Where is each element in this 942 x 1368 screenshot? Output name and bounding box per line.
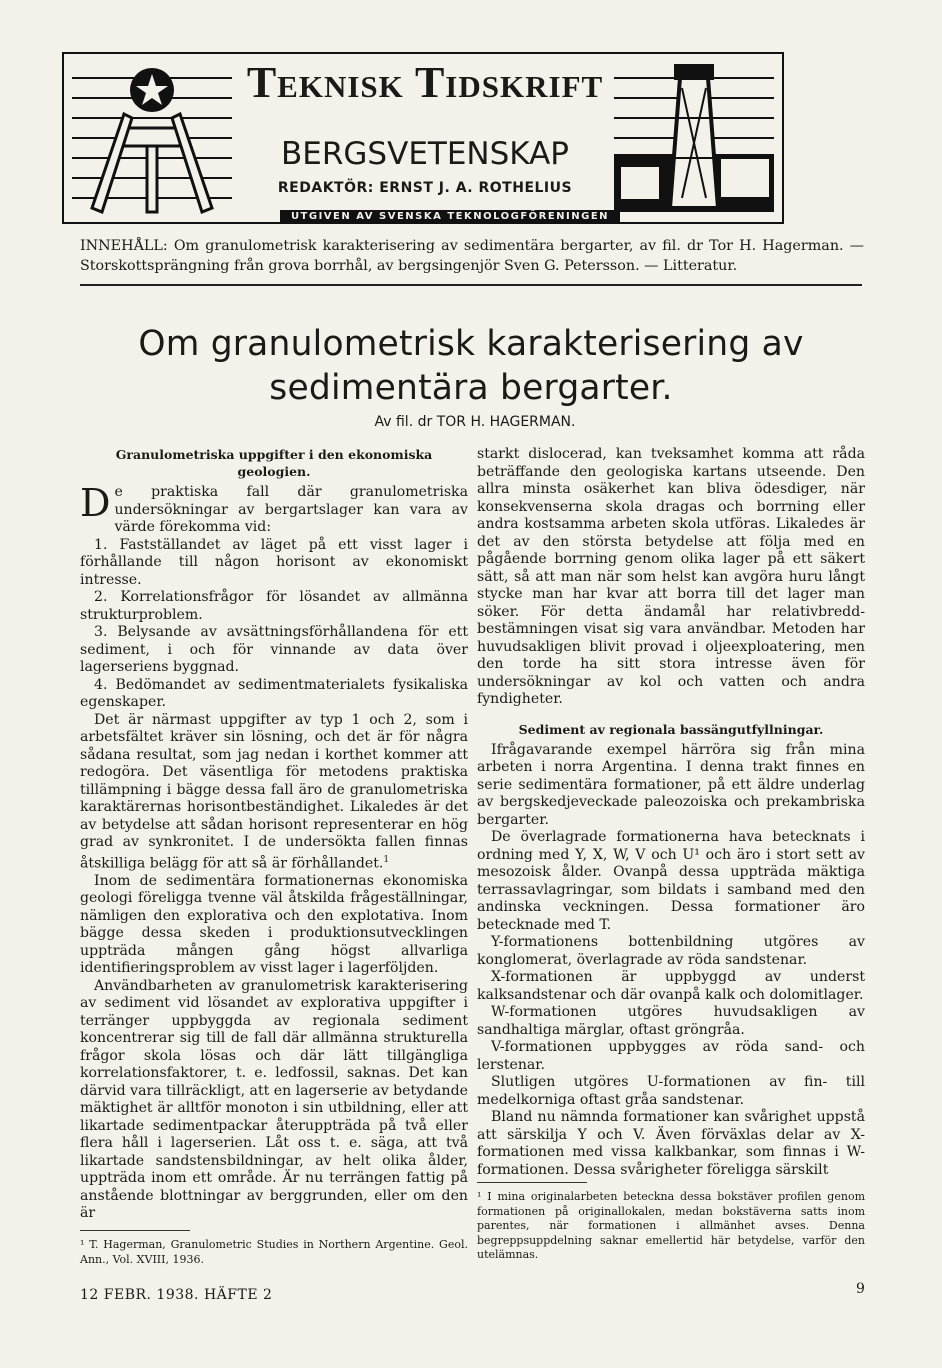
paragraph: Det är närmast uppgifter av typ 1 och 2, som i arbetsfältet kräver sin lösning, och det är för några sådana resultat, som jag nedan i korthet kommer att redogöra. Det väsentliga för metodens praktiska tillämpning i bägge dessa fall äro de granulometriska karaktärernas horisontbeständighet. Likaledes är det av betydelse att sådan horisont representerar en hög grad av synkronitet. I de undersökta fallen finnas åtskilliga belägg för att så är förhållandet.$^1$ — [80, 711, 468, 872]
page-number: 9 — [856, 1281, 865, 1297]
editor-line: REDAKTÖR: ERNST J. A. ROTHELIUS — [277, 180, 573, 196]
publisher-band: UTGIVEN AV SVENSKA TEKNOLOGFÖRENINGEN — [280, 210, 620, 224]
paragraph: V-formationen uppbygges av röda sand- och lerstenar. — [477, 1039, 865, 1073]
paragraph: Bland nu nämnda formationer kan svårighet uppstå att särskilja Y och V. Även förväxlas delar av X-formationen med vissa kalkbankar, som finnas i W-formationen. Dessa svårigheter föreligga särskilt — [477, 1109, 865, 1178]
footnote-mark: 1 — [383, 854, 390, 865]
footnote: ¹ T. Hagerman, Granulometric Studies in Northern Argentine. Geol. Ann., Vol. XVIII, 1936. — [80, 1238, 468, 1266]
left-column — [80, 446, 468, 1223]
hammer-torch-emblem-icon — [68, 58, 236, 216]
list-item: 4. Bedömandet av sedimentmaterialets fysikaliska egenskaper. — [80, 676, 468, 710]
drop-cap: D — [80, 481, 111, 525]
footnote: ¹ I mina originalarbeten beteckna dessa bokstäver profilen genom formationen på originallokalen, medan bokstäverna satts inom parentes, när formationen i allmänhet avses. Denna begreppsuppdelning saknar emellertid här betydelse, varför den utelämnas. — [477, 1190, 865, 1261]
list-item: 1. Fastställandet av läget på ett visst lager i förhållande till någon horisont av ekonomiskt intresse. — [80, 536, 468, 588]
masthead — [62, 52, 784, 224]
footnote-rule — [477, 1182, 587, 1183]
section-heading: Granulometriska uppgifter i den ekonomiska geologien. — [115, 447, 433, 479]
article-title: Om granulometrisk karakterisering av sedimentära bergarter. — [138, 324, 804, 408]
paragraph: W-formationen utgöres huvudsakligen av sandhaltiga märglar, oftast gröngråa. — [477, 1004, 865, 1038]
mine-headframe-illustration-icon — [610, 58, 778, 216]
divider — [80, 284, 862, 286]
journal-title: Teknisk Tidskrift — [246, 58, 604, 107]
section-heading: Sediment av regionala bassängutfyllningar. — [518, 721, 824, 737]
list-item: 2. Korrelationsfrågor för lösandet av allmänna strukturproblem. — [80, 589, 468, 623]
byline: Av fil. dr TOR H. HAGERMAN. — [374, 414, 576, 430]
right-column — [477, 446, 865, 1179]
paragraph: Användbarheten av granulometrisk karakterisering av sediment vid lösandet av explorativa uppgifter i terränger uppbyggda av regionala sediment koncentrerar sig till de fall där allmänna strukturella frågor skola lösas och där lätt tillgängliga korrelationsfaktorer, t. e. ledfossil, saknas. Det kan därvid vara tillräckligt, att en lagerserie av betydande mäktighet är alltför monoton i sin utbildning, eller att likartade sedimentpackar återuppträda på två eller flera håll i lagerserien. Låt oss t. e. säga, att två likartade sandstensbildningar, av helt olika ålder, uppträda inom ett område. Är nu terrängen fattig på anstående blottningar av berggrunden, eller om den är — [80, 977, 468, 1222]
paragraph: Y-formationens bottenbildning utgöres av konglomerat, överlagrade av röda sandstenar. — [477, 934, 865, 968]
paragraph: De praktiska fall där granulometriska undersökningar av bergartslager kan vara av värde förekomma vid: — [80, 481, 468, 535]
issue-footer: 12 FEBR. 1938. HÄFTE 2 — [80, 1287, 273, 1303]
paragraph: De överlagrade formationerna hava betecknats i ordning med Y, X, W, V och U¹ och äro i stort sett av mesozoisk ålder. Ovanpå dessa uppträda mäktiga terrassavlagringar, som bildats i samband med den andinska veckningen. Dessa formationer äro betecknade med T. — [477, 829, 865, 933]
paragraph: Ifrågavarande exempel härröra sig från mina arbeten i norra Argentina. I denna trakt finnes en serie sedimentära formationer, på ett äldre underlag av bergskedjeveckade paleozoiska och prekambriska bergarter. — [477, 741, 865, 828]
paragraph: Slutligen utgöres U-formationen av fin- till medelkorniga oftast gråa sandstenar. — [477, 1074, 865, 1108]
section-title: BERGSVETENSKAP — [281, 136, 569, 172]
paragraph: X-formationen är uppbyggd av underst kalksandstenar och där ovanpå kalk och dolomitlager. — [477, 969, 865, 1003]
list-item: 3. Belysande av avsättningsförhållandena för ett sediment, i och för vinnande av data över lagerseriens byggnad. — [80, 624, 468, 675]
paragraph: Inom de sedimentära formationernas ekonomiska geologi föreligga tvenne väl åtskilda frågeställningar, nämligen den explorativa och den explotativa. Inom bägge dessa skeden i produktionsutvecklingen uppträda mången gång högst allvarliga identifieringsproblem av visst lager i lagerföljden. — [80, 872, 468, 977]
footnote-rule — [80, 1230, 190, 1231]
table-of-contents: INNEHÅLL: Om granulometrisk karakterisering av sedimentära bergarter, av fil. dr Tor H. Hagerman. — Storskottsprängning från grova borrhål, av bergsingenjör Sven G. Petersson. — Litteratur. — [80, 238, 864, 274]
paragraph: starkt dislocerad, kan tveksamhet komma att råda beträffande den geologiska kartans utseende. Den allra minsta osäkerhet kan bliva ödesdiger, när konsekvenserna skola dragas och borrning eller andra kostsamma arbeten skola utföras. Likaledes är det av den största betydelse att följa med en pågående borrning genom olika lager på ett säkert sätt, så att man när som helst kan avgöra huru långt stycke man har kvar att borra till det lager man söker. För detta ändamål har relativbredd-bestämningen visat sig vara användbar. Metoden har huvudsakligen blivit provad i oljeexploatering, men den torde ha sitt stora intresse även för undersökningar av kol och vatten och andra fyndigheter. — [477, 446, 865, 707]
